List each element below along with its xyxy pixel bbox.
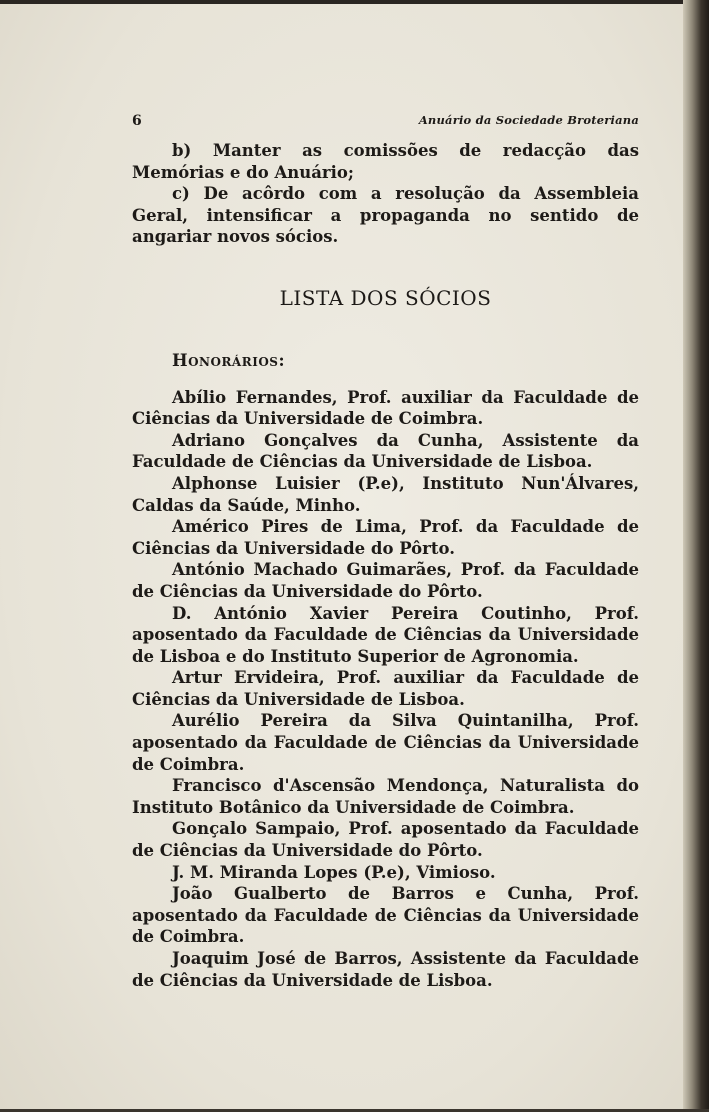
member-entry: Américo Pires de Lima, Prof. da Faculdade de Ciências da Universidade do Pôrto. [132,517,639,558]
intro-paragraph: b) Manter as comissões de redacção das Memórias e do Anuário; [132,141,639,182]
member-entry: Francisco d'Ascensão Mendonça, Naturalista do Instituto Botânico da Universidade de Coimbra. [132,776,639,817]
page-spine-edge [683,0,709,1112]
member-entry: Alphonse Luisier (P.e), Instituto Nun'Álvares, Caldas da Saúde, Minho. [132,473,639,515]
member-entry: Adriano Gonçalves da Cunha, Assistente da Faculdade de Ciências da Universidade de Lisboa. [132,430,639,472]
member-entry: Abílio Fernandes, Prof. auxiliar da Faculdade de Ciências da Universidade de Coimbra. [132,387,639,429]
page-header [132,113,639,131]
page-number: 6 [132,113,142,129]
intro-paragraph: c) De acôrdo com a resolução da Assembleia Geral, intensificar a propaganda no sentido de angariar novos sócios. [132,184,639,247]
section-title: LISTA DOS SÓCIOS [279,285,492,310]
page-body [132,140,639,991]
member-entry: Gonçalo Sampaio, Prof. aposentado da Faculdade de Ciências da Universidade do Pôrto. [132,819,639,861]
running-title: Anuário da Sociedade Broteriana [418,113,639,127]
member-entry: Aurélio Pereira da Silva Quintanilha, Prof. aposentado da Faculdade de Ciências da Universidade de Coimbra. [132,711,639,774]
category-heading: Honorários: [172,350,286,370]
member-entry: António Machado Guimarães, Prof. da Faculdade de Ciências da Universidade do Pôrto. [132,560,639,601]
member-entry: Artur Ervideira, Prof. auxiliar da Faculdade de Ciências da Universidade de Lisboa. [132,668,639,709]
member-list [132,387,639,992]
page-top-edge [0,0,709,4]
member-entry: J. M. Miranda Lopes (P.e), Vimioso. [172,862,496,882]
member-entry: João Gualberto de Barros e Cunha, Prof. aposentado da Faculdade de Ciências da Universidade de Coimbra. [132,884,639,947]
member-entry: Joaquim José de Barros, Assistente da Faculdade de Ciências da Universidade de Lisboa. [132,949,639,990]
member-entry: D. António Xavier Pereira Coutinho, Prof. aposentado da Faculdade de Ciências da Universidade de Lisboa e do Instituto Superior de Agronomia. [132,603,639,666]
